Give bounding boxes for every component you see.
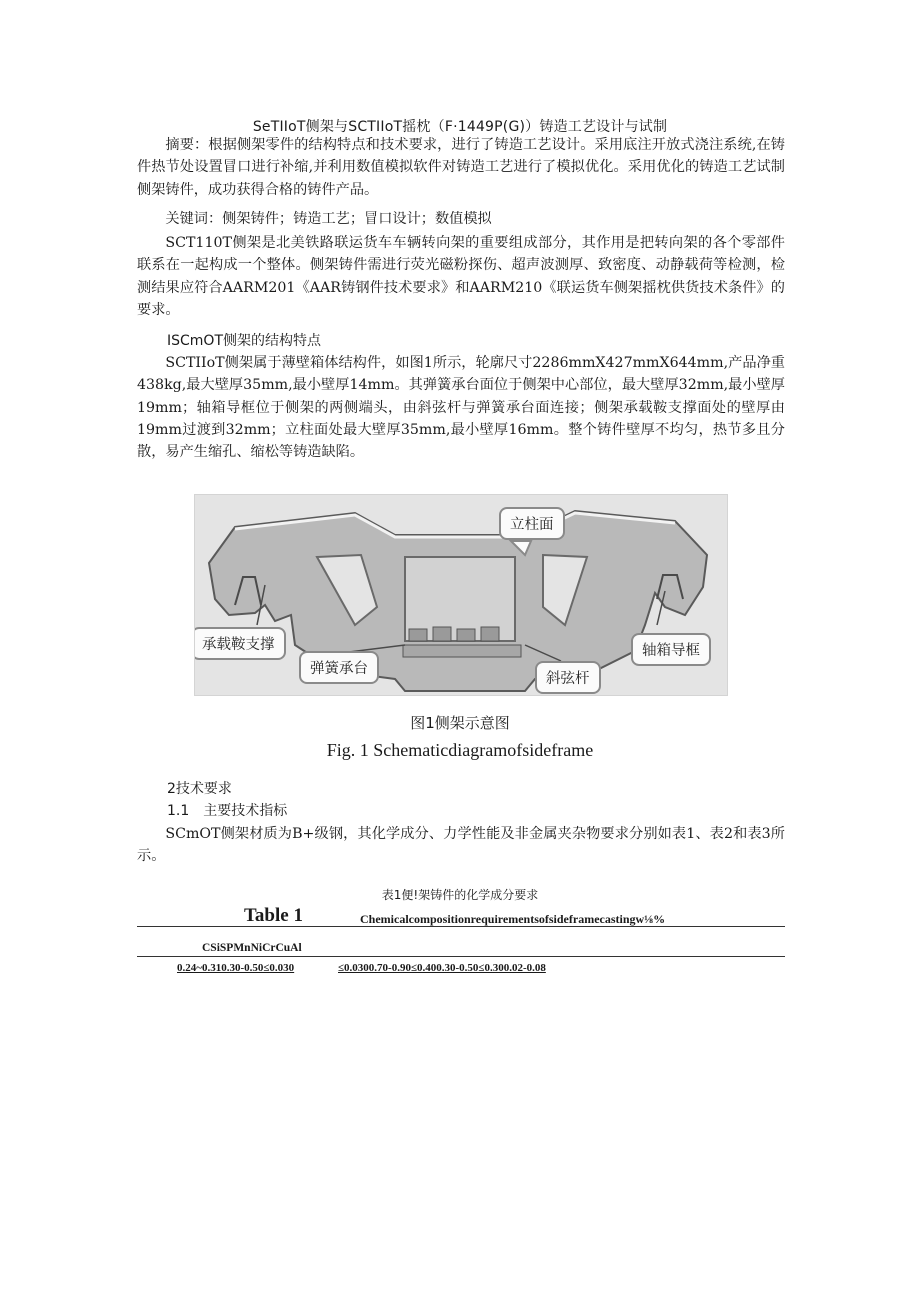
keywords-paragraph: 关键词：侧架铸件；铸造工艺；冒口设计；数值模拟 (165, 211, 492, 227)
label-pedestal-jaw: 轴箱导框 (631, 633, 711, 666)
table1-title-en: Chemicalcompositionrequirementsofsideframecastingw⅛% (360, 912, 666, 926)
section1-paragraph: SCTIIoT侧架属于薄壁箱体结构件，如图1所示，轮廓尺寸2286mmX427mmX644mm,产品净重438kg,最大壁厚35mm,最小壁厚14mm。其弹簧承台面位于侧架中心部位，最大壁厚32mm,最小壁厚19mm；轴箱导框位于侧架的两侧端头，由斜弦杆与弹簧承台面连接；侧架承载鞍支撑面处的壁厚由19mm过渡到32mm；立柱面处最大壁厚35mm,最小壁厚16mm。整个铸件壁厚不均匀，热节多且分散，易产生缩孔、缩松等铸造缺陷。 (137, 355, 785, 461)
section2-heading: 2技术要求 (167, 781, 232, 797)
document-title: SeTIIoT侧架与SCTIIoT摇枕（F·1449P(G)）铸造工艺设计与试制 (252, 119, 668, 135)
label-saddle-support: 承载鞍支撑 (194, 627, 286, 660)
section2-1-paragraph: SCmOT侧架材质为B+级钢，其化学成分、力学性能及非金属夹杂物要求分别如表1、表2和表3所示。 (137, 826, 785, 865)
figure-caption-cn: 图1侧架示意图 (410, 714, 510, 732)
table1-row-part2: ≤0.0300.70-0.90≤0.400.30-0.50≤0.300.02-0.08 (338, 962, 546, 974)
side-frame-figure (194, 494, 728, 696)
table1-header: CSiSPMnNiCrCuAl (202, 942, 302, 954)
label-pillar: 立柱面 (499, 507, 565, 540)
table1-row-part1: 0.24~0.310.30-0.50≤0.030 (177, 962, 295, 974)
table1-label: Table 1 (244, 905, 303, 926)
section1-heading: ISCmOT侧架的结构特点 (167, 333, 321, 349)
figure-caption-en: Fig. 1 Schematicdiagramofsideframe (326, 740, 594, 760)
label-spring-seat: 弹簧承台 (299, 651, 379, 684)
section2-1-heading: 1.1 主要技术指标 (167, 803, 288, 819)
table1-top-rule (137, 926, 785, 927)
table1-title-cn: 表1便!架铸件的化学成分要求 (381, 888, 539, 902)
table1-header-rule (137, 956, 785, 957)
abstract-paragraph: 摘要：根据侧架零件的结构特点和技术要求，进行了铸造工艺设计。采用底注开放式浇注系统,在铸件热节处设置冒口进行补缩,并利用数值模拟软件对铸造工艺进行了模拟优化。采用优化的铸造工艺试制侧架铸件，成功获得合格的铸件产品。 (137, 137, 785, 198)
label-diagonal-strut: 斜弦杆 (535, 661, 601, 694)
intro-paragraph: SCT110T侧架是北美铁路联运货车车辆转向架的重要组成部分，其作用是把转向架的各个零部件联系在一起构成一个整体。侧架铸件需进行荧光磁粉探伤、超声波测厚、致密度、动静载荷等检测，检测结果应符合AARM201《AAR铸钢件技术要求》和AARM210《联运货车侧架摇枕供货技术条件》的要求。 (137, 235, 785, 318)
